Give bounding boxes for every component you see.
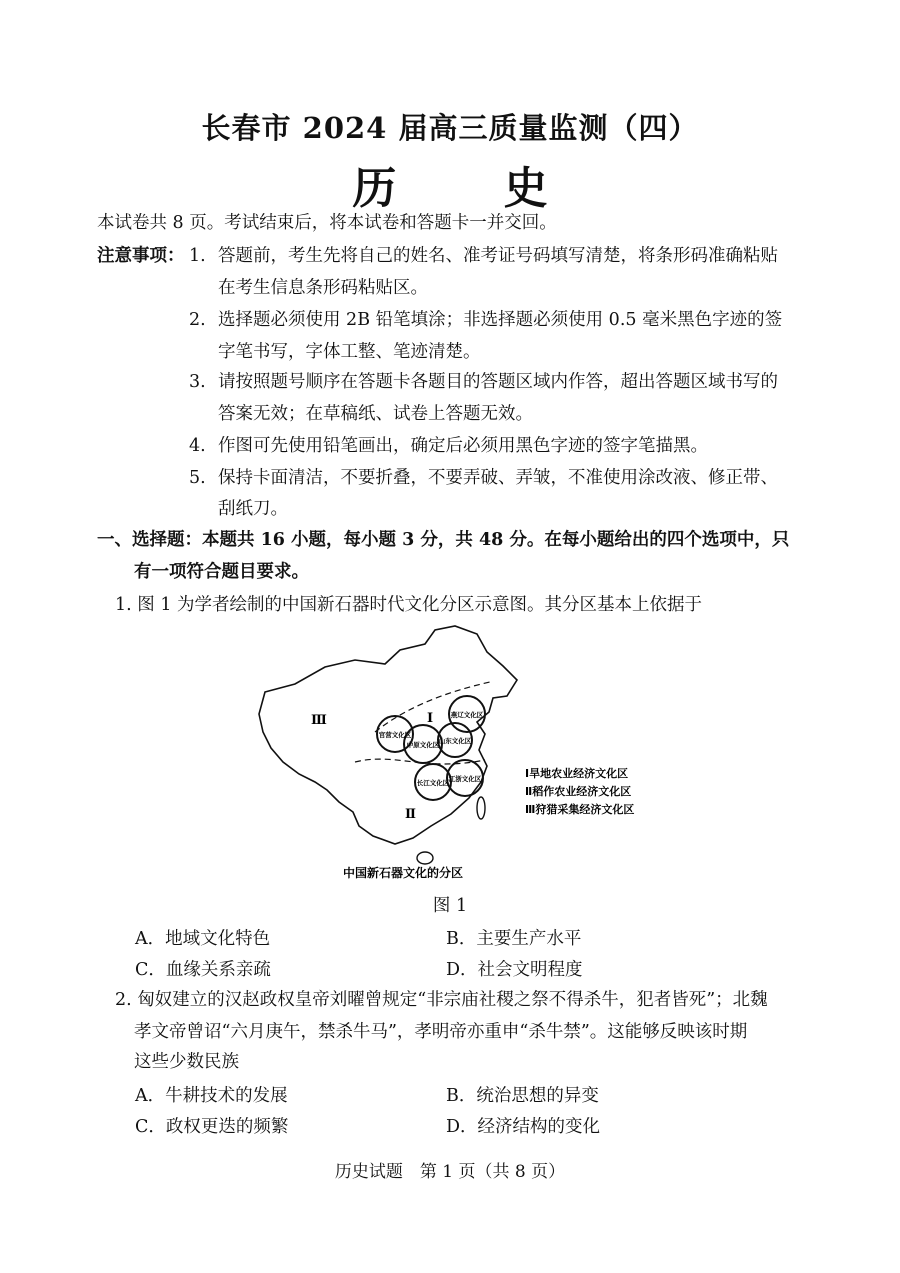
notice-item-num: 5. bbox=[189, 468, 206, 488]
china-map-figure bbox=[255, 622, 655, 884]
circle-label: 长江文化区 bbox=[416, 779, 450, 787]
notice-item-line: 保持卡面清洁，不要折叠，不要弄破、弄皱，不准使用涂改液、修正带、 bbox=[218, 468, 778, 488]
q1-option-c[interactable]: C．血缘关系亲疏 bbox=[135, 960, 271, 980]
taiwan-island bbox=[477, 797, 485, 819]
q1-option-d[interactable]: D．社会文明程度 bbox=[446, 960, 583, 980]
zone-mark-1: Ⅰ bbox=[427, 711, 434, 726]
notice-item-num: 4. bbox=[189, 436, 206, 456]
legend-item: Ⅰ旱地农业经济文化区 bbox=[525, 767, 629, 780]
circle-label: 山东文化区 bbox=[438, 737, 472, 745]
notice-item-line: 答案无效；在草稿纸、试卷上答题无效。 bbox=[218, 404, 533, 424]
q2-option-b[interactable]: B．统治思想的异变 bbox=[446, 1086, 599, 1106]
intro-text: 本试卷共 8 页。考试结束后，将本试卷和答题卡一并交回。 bbox=[97, 213, 557, 233]
notice-item-line: 答题前，考生先将自己的姓名、准考证号码填写清楚，将条形码准确粘贴 bbox=[218, 246, 778, 266]
circle-label: 江浙文化区 bbox=[448, 775, 482, 783]
q2-option-d[interactable]: D．经济结构的变化 bbox=[446, 1117, 601, 1137]
section-heading: 一、选择题：本题共 16 小题，每小题 3 分，共 48 分。在每小题给出的四个选项中，只 bbox=[97, 530, 790, 550]
section-heading-cont: 有一项符合题目要求。 bbox=[134, 562, 309, 582]
neolithic-culture-map bbox=[255, 622, 655, 884]
q1-option-b[interactable]: B．主要生产水平 bbox=[446, 929, 582, 949]
question-1-stem: 1. 图 1 为学者绘制的中国新石器时代文化分区示意图。其分区基本上依据于 bbox=[115, 595, 703, 615]
notice-label: 注意事项： bbox=[97, 246, 185, 266]
circle-label: 燕辽文化区 bbox=[450, 711, 484, 719]
map-caption: 中国新石器文化的分区 bbox=[342, 866, 464, 880]
q2-option-a[interactable]: A．牛耕技术的发展 bbox=[135, 1086, 288, 1106]
hainan-island bbox=[417, 852, 433, 864]
notice-item-num: 2. bbox=[189, 310, 206, 330]
circle-label: 官营文化区 bbox=[378, 731, 412, 739]
legend-item: Ⅲ狩猎采集经济文化区 bbox=[525, 803, 635, 816]
notice-item-line: 刮纸刀。 bbox=[218, 499, 288, 519]
zone-mark-3: Ⅲ bbox=[311, 713, 327, 728]
page-footer: 历史试题 第 1 页（共 8 页） bbox=[334, 1162, 566, 1182]
notice-item-num: 1. bbox=[189, 246, 206, 266]
subject-title: 历 史 bbox=[352, 163, 594, 214]
q2-option-c[interactable]: C．政权更迭的频繁 bbox=[135, 1117, 289, 1137]
question-2-stem-cont: 孝文帝曾诏“六月庚午，禁杀牛马”，孝明帝亦重申“杀牛禁”。这能够反映该时期 bbox=[134, 1022, 748, 1042]
circle-label: 中原文化区 bbox=[406, 741, 440, 749]
exam-title: 长春市 2024 届高三质量监测（四） bbox=[201, 111, 699, 145]
notice-item-line: 作图可先使用铅笔画出，确定后必须用黑色字迹的签字笔描黑。 bbox=[218, 436, 708, 456]
notice-item-line: 在考生信息条形码粘贴区。 bbox=[218, 278, 428, 298]
zone-mark-2: Ⅱ bbox=[405, 807, 416, 822]
notice-item-line: 请按照题号顺序在答题卡各题目的答题区域内作答，超出答题区域书写的 bbox=[218, 372, 778, 392]
q1-option-a[interactable]: A．地域文化特色 bbox=[135, 929, 271, 949]
question-2-stem: 2. 匈奴建立的汉赵政权皇帝刘曜曾规定“非宗庙社稷之祭不得杀牛，犯者皆死”；北魏 bbox=[115, 990, 768, 1010]
question-2-stem-cont: 这些少数民族 bbox=[134, 1052, 239, 1072]
notice-item-line: 选择题必须使用 2B 铅笔填涂；非选择题必须使用 0.5 毫米黑色字迹的签 bbox=[218, 310, 783, 330]
notice-item-num: 3. bbox=[189, 372, 206, 392]
figure-label: 图 1 bbox=[432, 896, 468, 916]
notice-item-line: 字笔书写，字体工整、笔迹清楚。 bbox=[218, 342, 481, 362]
legend-item: Ⅱ稻作农业经济文化区 bbox=[525, 785, 632, 798]
